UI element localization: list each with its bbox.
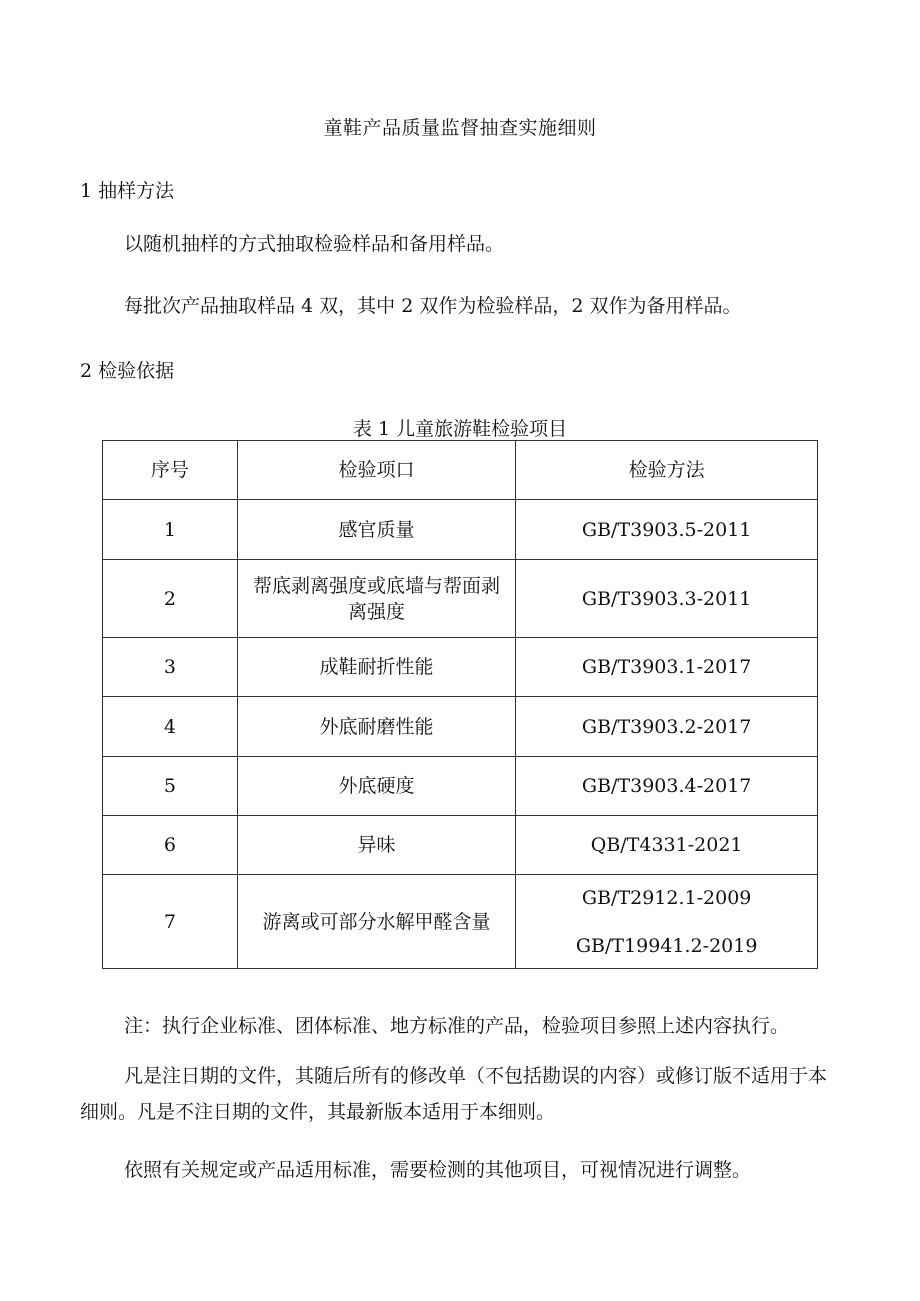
table-header-row: [103, 441, 818, 500]
table-row: [103, 816, 818, 875]
row-inspection-method: [516, 560, 818, 638]
method-standard: GB/T3903.4-2017: [581, 775, 752, 797]
row-inspection-item: 外底硬度: [237, 757, 516, 816]
row-inspection-item: 帮底剥离强度或底墙与帮面剥离强度: [237, 560, 516, 638]
row-inspection-item: 外底耐磨性能: [237, 697, 516, 757]
row-inspection-method: [516, 638, 818, 697]
row-serial-number: 1: [103, 500, 238, 560]
table-row: [103, 697, 818, 757]
note-paragraph-3: 依照有关规定或产品适用标准，需要检测的其他项目，可视情况进行调整。: [124, 1159, 752, 1181]
row-inspection-method: [516, 816, 818, 875]
header-serial-number: 序号: [103, 441, 238, 500]
method-standard: GB/T3903.1-2017: [581, 656, 752, 678]
row-serial-number: 3: [103, 638, 238, 697]
header-inspection-method: 检验方法: [516, 441, 818, 500]
note-paragraph-1: 注：执行企业标准、团体标准、地方标准的产品，检验项目参照上述内容执行。: [124, 1015, 790, 1037]
method-standard: GB/T2912.1-2009: [581, 886, 752, 909]
section-2-heading: 2 检验依据: [80, 360, 175, 382]
row-inspection-item: 异味: [237, 816, 516, 875]
document-title: 童鞋产品质量监督抽查实施细则: [323, 117, 597, 139]
row-serial-number: 6: [103, 816, 238, 875]
note-paragraph-2: 凡是注日期的文件，其随后所有的修改单（不包括勘误的内容）或修订版不适用于本细则。凡是不注日期的文件，其最新版本适用于本细则。: [80, 1065, 828, 1123]
header-inspection-item: 检验项口: [237, 441, 516, 500]
method-standard: GB/T19941.2-2019: [575, 934, 758, 957]
table-caption: 表 1 儿童旅游鞋检验项目: [352, 418, 568, 440]
method-standard: GB/T3903.3-2011: [581, 587, 752, 610]
row-inspection-method: [516, 875, 818, 969]
section-1-heading: 1 抽样方法: [80, 180, 175, 202]
row-inspection-method: [516, 757, 818, 816]
section-1-paragraph-2: 每批次产品抽取样品 4 双，其中 2 双作为检验样品，2 双作为备用样品。: [124, 295, 742, 317]
table-row: [103, 500, 818, 560]
section-1-paragraph-1: 以随机抽样的方式抽取检验样品和备用样品。: [124, 233, 505, 255]
row-inspection-item: 成鞋耐折性能: [237, 638, 516, 697]
row-serial-number: 4: [103, 697, 238, 757]
table-row: [103, 875, 818, 969]
row-inspection-item: 游离或可部分水解甲醛含量: [237, 875, 516, 969]
row-inspection-item: 感官质量: [237, 500, 516, 560]
table-row: [103, 757, 818, 816]
row-inspection-method: [516, 697, 818, 757]
table-row: [103, 560, 818, 638]
method-standard: GB/T3903.5-2011: [581, 518, 752, 541]
row-serial-number: 5: [103, 757, 238, 816]
table-row: [103, 638, 818, 697]
method-standard: QB/T4331-2021: [590, 834, 743, 856]
row-inspection-method: [516, 500, 818, 560]
row-serial-number: 2: [103, 560, 238, 638]
method-standard: GB/T3903.2-2017: [581, 715, 752, 738]
row-serial-number: 7: [103, 875, 238, 969]
inspection-items-table: [102, 440, 818, 969]
